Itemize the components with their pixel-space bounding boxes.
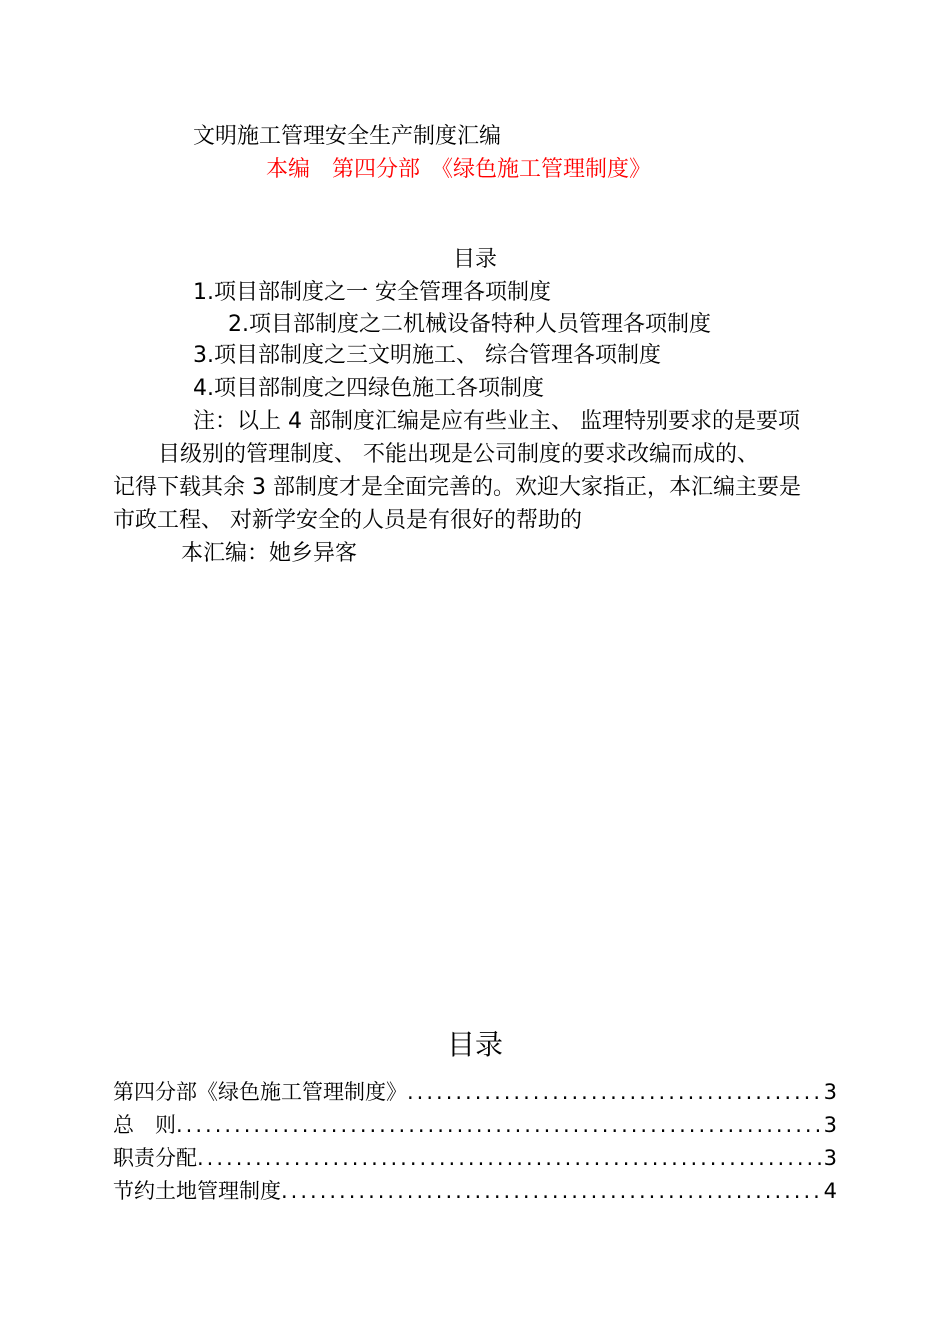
- note-author: 本汇编：她乡异客: [181, 541, 358, 566]
- note-line: 目级别的管理制度、 不能出现是公司制度的要求改编而成的、: [158, 442, 759, 467]
- intro-toc-item: 1.项目部制度之一 安全管理各项制度: [193, 280, 551, 305]
- toc-leader-dots: [197, 1143, 822, 1173]
- note-line: 注：以上 4 部制度汇编是应有些业主、 监理特别要求的是要项: [193, 409, 800, 434]
- toc-entry-page: 3: [823, 1146, 837, 1170]
- intro-toc-item: 2.项目部制度之二机械设备特种人员管理各项制度: [228, 312, 711, 337]
- toc-leader-dots: [176, 1110, 822, 1140]
- note-line: 记得下载其余 3 部制度才是全面完善的。欢迎大家指正，本汇编主要是: [113, 475, 801, 500]
- note-line: 市政工程、 对新学安全的人员是有很好的帮助的: [113, 508, 582, 533]
- document-subtitle: 本编 第四分部 《绿色施工管理制度》: [266, 157, 652, 182]
- toc-entry[interactable]: [113, 1176, 837, 1206]
- toc-entry-label: 总 则: [113, 1113, 176, 1137]
- intro-toc-item: 3.项目部制度之三文明施工、 综合管理各项制度: [193, 343, 661, 368]
- toc-leader-dots: [407, 1077, 822, 1107]
- toc-entry[interactable]: [113, 1077, 837, 1107]
- toc-entry-page: 3: [823, 1080, 837, 1104]
- document-title: 文明施工管理安全生产制度汇编: [193, 124, 502, 149]
- toc-entry[interactable]: [113, 1110, 837, 1140]
- toc-entry-label: 职责分配: [113, 1146, 197, 1170]
- toc-entry[interactable]: [113, 1143, 837, 1173]
- toc-leader-dots: [281, 1176, 822, 1206]
- intro-toc-item: 4.项目部制度之四绿色施工各项制度: [193, 376, 544, 401]
- toc-entry-label: 节约土地管理制度: [113, 1179, 281, 1203]
- toc-entry-page: 3: [823, 1113, 837, 1137]
- toc-entry-page: 4: [823, 1179, 837, 1203]
- toc-heading: 目录: [446, 1028, 503, 1061]
- toc-entry-label: 第四分部《绿色施工管理制度》: [113, 1080, 407, 1104]
- intro-toc-heading: 目录: [453, 247, 498, 272]
